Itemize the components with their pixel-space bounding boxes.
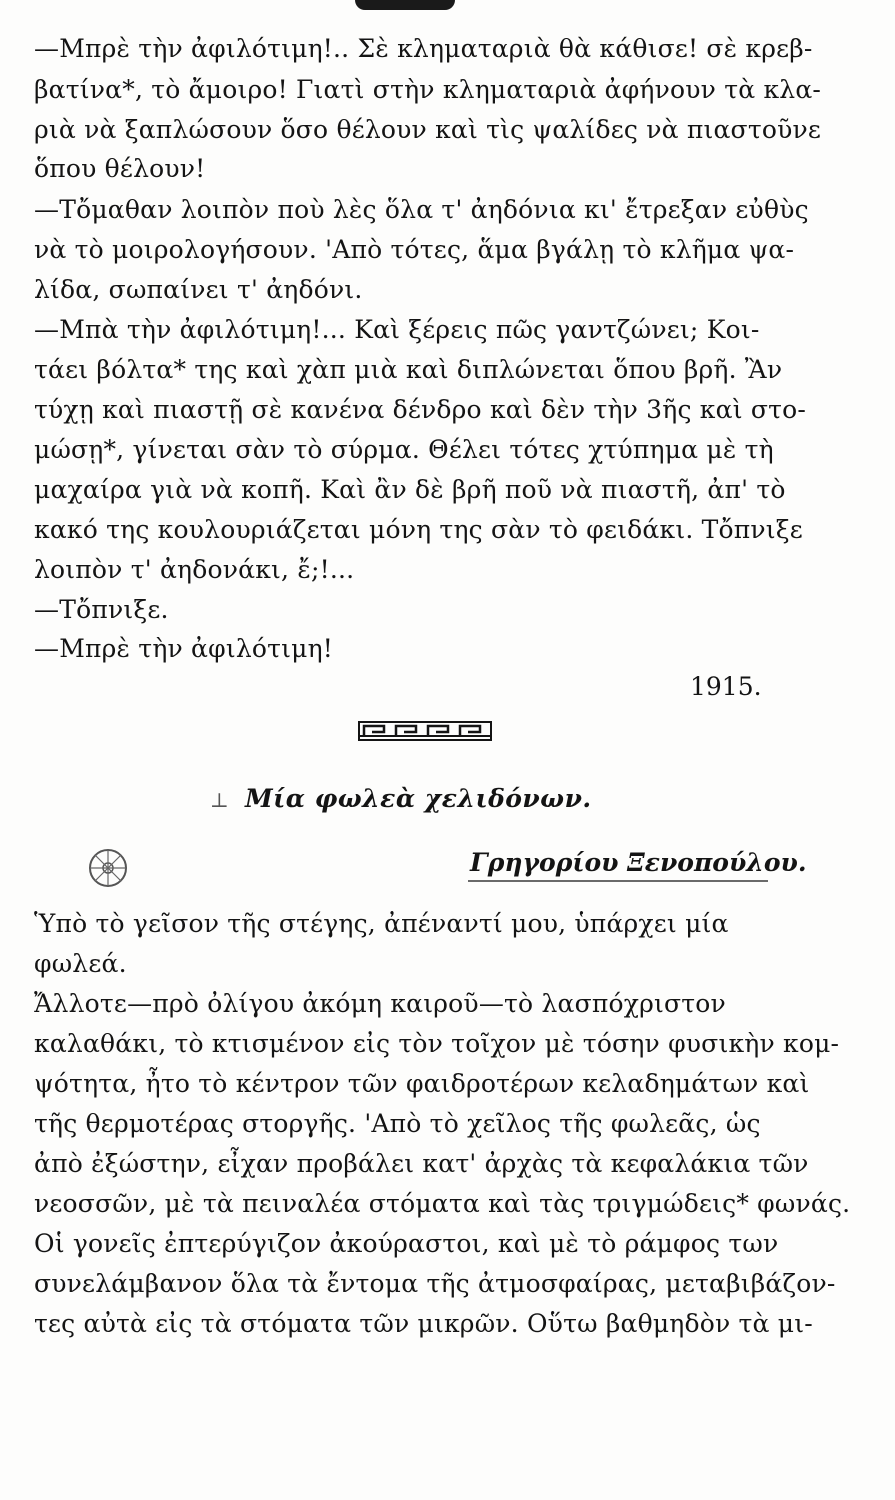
text-line: λοιπὸν τ' ἀηδονάκι, ἔ;!... [34,555,355,584]
article-title: Μία φωλεὰ χελιδόνων. [245,784,592,813]
body-line: ἀπὸ ἐξώστην, εἶχαν προβάλει κατ' ἀρχὰς τὰ κεφαλάκια τῶν [34,1149,809,1178]
text-line: νὰ τὸ μοιρολογήσουν. 'Απὸ τότες, ἅμα βγάλῃ τὸ κλῆμα ψα- [34,235,795,264]
text-line: —Μπὰ τὴν ἀφιλότιμη!... Καὶ ξέρεις πῶς γαντζώνει; Κοι- [34,315,760,344]
text-line: —Μπρὲ τὴν ἀφιλότιμη! [34,634,334,663]
body-line: ψότητα, ἦτο τὸ κέντρον τῶν φαιδροτέρων κελαδημάτων καὶ [34,1069,810,1098]
library-stamp-icon [86,846,130,890]
author-underline [468,880,768,882]
body-line: συνελάμβανον ὅλα τὰ ἔντομα τῆς ἀτμοσφαίρας, μεταβιβάζον- [34,1269,836,1298]
text-line: —Τὄμαθαν λοιπὸν ποὺ λὲς ὅλα τ' ἀηδόνια κι' ἔτρεξαν εὐθὺς [34,195,809,224]
date-signature: 1915. [690,672,762,701]
page-number-mark [355,0,455,10]
greek-key-ornament-icon [358,720,492,742]
body-line: καλαθάκι, τὸ κτισμένον εἰς τὸν τοῖχον μὲ τόσην φυσικὴν κομ- [34,1029,840,1058]
body-line: Ἄλλοτε—πρὸ ὀλίγου ἀκόμη καιροῦ—τὸ λασπόχριστον [34,989,726,1018]
text-line: —Μπρὲ τὴν ἀφιλότιμη!.. Σὲ κληματαριὰ θὰ κάθισε! σὲ κρεβ- [34,34,813,63]
text-line: κακό της κουλουριάζεται μόνη της σὰν τὸ φειδάκι. Τὄπνιξε [34,515,803,544]
text-line: τύχῃ καὶ πιαστῇ σὲ κανένα δένδρο καὶ δὲν τὴν 3ῆς καὶ στο- [34,395,807,424]
text-line: ριὰ νὰ ξαπλώσουν ὅσο θέλουν καὶ τὶς ψαλίδες νὰ πιαστοῦνε [34,115,822,144]
text-line: τάει βόλτα* της καὶ χὰπ μιὰ καὶ διπλώνεται ὅπου βρῆ. Ἂν [34,355,783,384]
text-line: μαχαίρα γιὰ νὰ κοπῆ. Καὶ ἂν δὲ βρῆ ποῦ νὰ πιαστῆ, ἀπ' τὸ [34,475,786,504]
text-line: μώσῃ*, γίνεται σὰν τὸ σύρμα. Θέλει τότες χτύπημα μὲ τὴ [34,435,774,464]
text-line: βατίνα*, τὸ ἄμοιρο! Γιατὶ στὴν κληματαριὰ ἀφήνουν τὰ κλα- [34,75,822,104]
body-line: Ὑπὸ τὸ γεῖσον τῆς στέγης, ἀπέναντί μου, ὑπάρχει μία [34,909,729,938]
pencil-mark: ⊥ [210,788,229,812]
body-line: τῆς θερμοτέρας στοργῆς. 'Απὸ τὸ χεῖλος τῆς φωλεᾶς, ὡς [34,1109,761,1138]
body-line: Οἱ γονεῖς ἐπτερύγιζον ἀκούραστοι, καὶ μὲ τὸ ράμφος των [34,1229,779,1258]
text-line: λίδα, σωπαίνει τ' ἀηδόνι. [34,275,363,304]
body-line: τες αὐτὰ εἰς τὰ στόματα τῶν μικρῶν. Οὕτω βαθμηδὸν τὰ μι- [34,1309,813,1338]
body-line: νεοσσῶν, μὲ τὰ πειναλέα στόματα καὶ τὰς τριγμώδεις* φωνάς. [34,1189,851,1218]
author-name: Γρηγορίου Ξενοπούλου. [470,848,807,877]
text-line: —Τὄπνιξε. [34,595,169,624]
body-line: φωλεά. [34,949,127,978]
text-line: ὅπου θέλουν! [34,154,206,183]
